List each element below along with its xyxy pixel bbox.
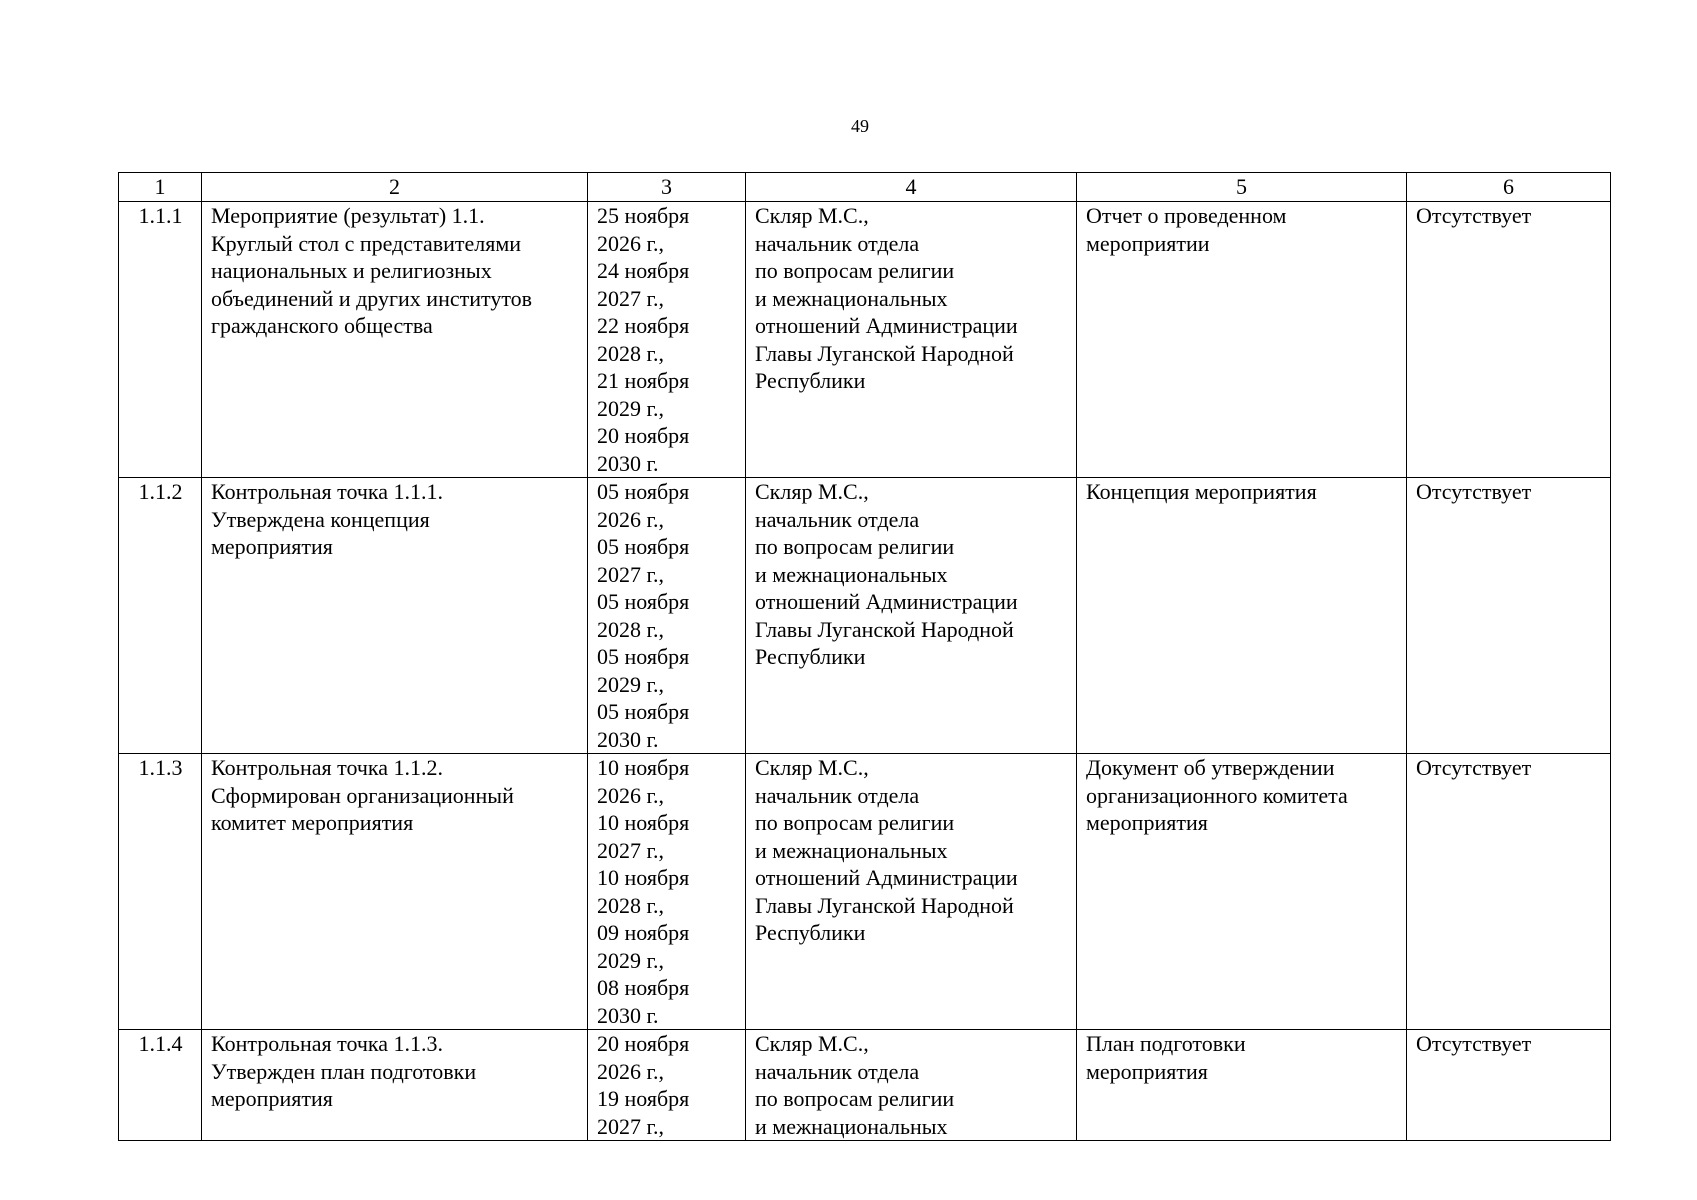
table-row	[119, 202, 1611, 478]
responsible-person: Скляр М.С., начальник отдела по вопросам религии и межнациональных отношений Администрации Главы Луганской Народной Республики	[746, 202, 1077, 478]
event-dates: 05 ноября 2026 г., 05 ноября 2027 г., 05 ноября 2028 г., 05 ноября 2029 г., 05 ноября 2030 г.	[588, 478, 746, 754]
responsible-person: Скляр М.С., начальник отдела по вопросам религии и межнациональных отношений Администрации Главы Луганской Народной Республики	[746, 478, 1077, 754]
table-row	[119, 1030, 1611, 1141]
table-row	[119, 478, 1611, 754]
result-document: Документ об утверждении организационного комитета мероприятия	[1077, 754, 1407, 1030]
event-dates: 25 ноября 2026 г., 24 ноября 2027 г., 22 ноября 2028 г., 21 ноября 2029 г., 20 ноября 2030 г.	[588, 202, 746, 478]
info-system: Отсутствует	[1407, 202, 1611, 478]
column-header-2: 2	[202, 173, 588, 202]
event-name: Мероприятие (результат) 1.1. Круглый стол с представителями национальных и религиозных объединений и других институтов гражданского общества	[202, 202, 588, 478]
result-document: Концепция мероприятия	[1077, 478, 1407, 754]
row-number: 1.1.4	[119, 1030, 202, 1141]
control-points-table	[118, 172, 1611, 1141]
info-system: Отсутствует	[1407, 1030, 1611, 1141]
event-dates: 10 ноября 2026 г., 10 ноября 2027 г., 10 ноября 2028 г., 09 ноября 2029 г., 08 ноября 2030 г.	[588, 754, 746, 1030]
column-header-4: 4	[746, 173, 1077, 202]
row-number: 1.1.3	[119, 754, 202, 1030]
responsible-person: Скляр М.С., начальник отдела по вопросам религии и межнациональных отношений Администрации Главы Луганской Народной Республики	[746, 754, 1077, 1030]
event-dates: 20 ноября 2026 г., 19 ноября 2027 г.,	[588, 1030, 746, 1141]
info-system: Отсутствует	[1407, 478, 1611, 754]
result-document: План подготовки мероприятия	[1077, 1030, 1407, 1141]
table-header-row	[119, 173, 1611, 202]
page-number: 49	[851, 116, 869, 136]
column-header-3: 3	[588, 173, 746, 202]
row-number: 1.1.1	[119, 202, 202, 478]
row-number: 1.1.2	[119, 478, 202, 754]
result-document: Отчет о проведенном мероприятии	[1077, 202, 1407, 478]
column-header-6: 6	[1407, 173, 1611, 202]
table-row	[119, 754, 1611, 1030]
event-name: Контрольная точка 1.1.3. Утвержден план подготовки мероприятия	[202, 1030, 588, 1141]
event-name: Контрольная точка 1.1.1. Утверждена концепция мероприятия	[202, 478, 588, 754]
info-system: Отсутствует	[1407, 754, 1611, 1030]
responsible-person: Скляр М.С., начальник отдела по вопросам религии и межнациональных	[746, 1030, 1077, 1141]
event-name: Контрольная точка 1.1.2. Сформирован организационный комитет мероприятия	[202, 754, 588, 1030]
column-header-1: 1	[119, 173, 202, 202]
column-header-5: 5	[1077, 173, 1407, 202]
